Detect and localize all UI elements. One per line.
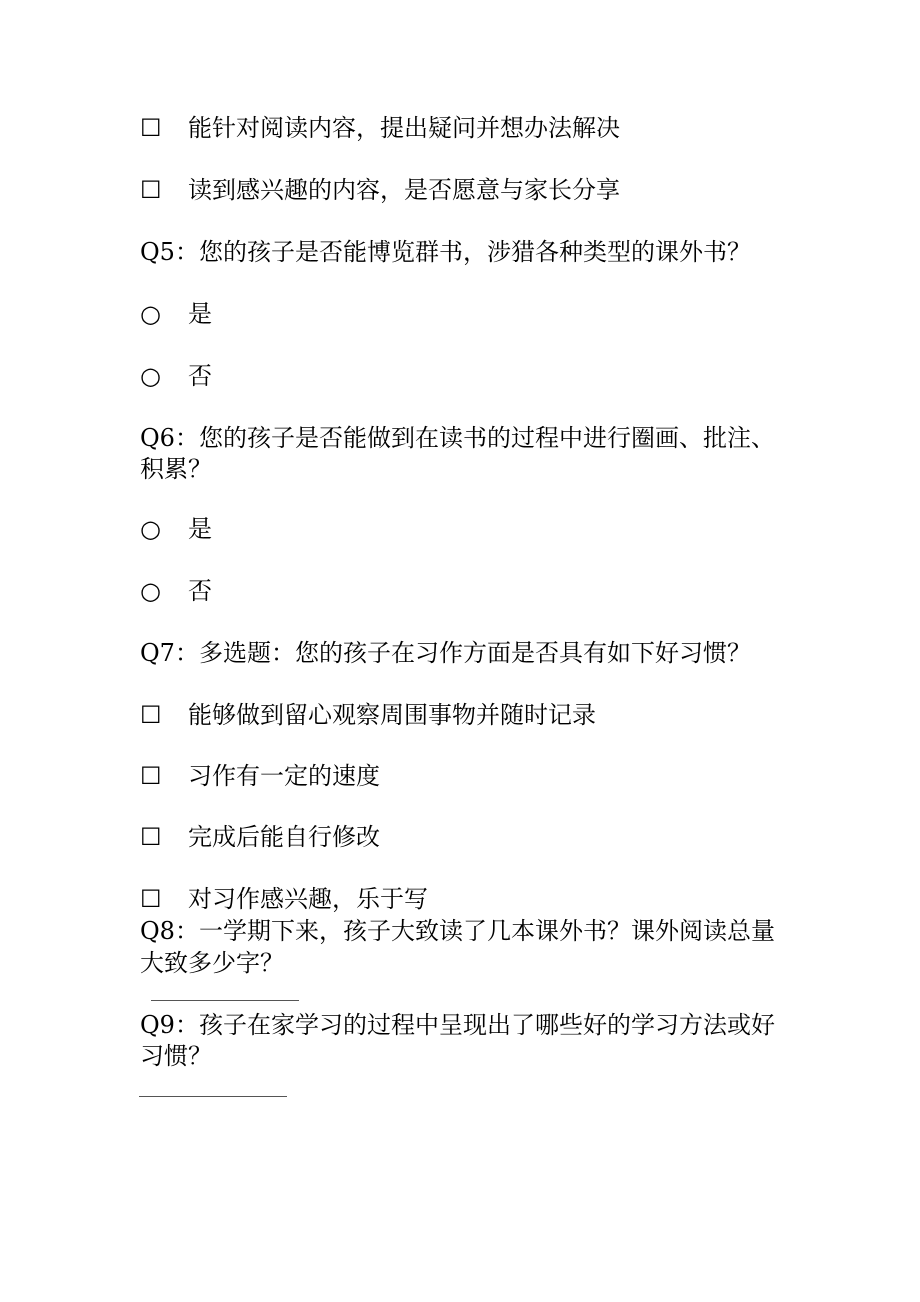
q6-option-no[interactable]: [140, 575, 212, 607]
option-label: 读到感兴趣的内容，是否愿意与家长分享: [188, 176, 620, 204]
q7-option-1[interactable]: [140, 760, 380, 792]
q5-option-no[interactable]: [140, 360, 212, 392]
option-label: 否: [188, 577, 212, 605]
radio-icon[interactable]: ○: [140, 300, 161, 328]
checkbox-icon[interactable]: ☐: [140, 885, 162, 913]
question-9-line-1: Q9：孩子在家学习的过程中呈现出了哪些好的学习方法或好: [140, 1011, 775, 1039]
question-5: Q5：您的孩子是否能博览群书，涉猎各种类型的课外书？: [140, 238, 751, 266]
option-label: 对习作感兴趣，乐于写: [188, 885, 428, 913]
q7-option-0[interactable]: [140, 699, 596, 731]
checkbox-icon[interactable]: ☐: [140, 823, 162, 851]
checkbox-icon[interactable]: ☐: [140, 176, 162, 204]
question-6-line-2: 积累？: [140, 455, 212, 483]
option-label: 否: [188, 362, 212, 390]
question-9-line-2: 习惯？: [140, 1042, 212, 1070]
checkbox-icon[interactable]: ☐: [140, 762, 162, 790]
q8-answer-blank[interactable]: [151, 1000, 299, 1001]
option-label: 能针对阅读内容，提出疑问并想办法解决: [188, 114, 620, 142]
radio-icon[interactable]: ○: [140, 577, 161, 605]
question-8-line-1: Q8：一学期下来，孩子大致读了几本课外书？课外阅读总量: [140, 917, 775, 945]
q4-option-1[interactable]: [140, 174, 620, 206]
question-7: Q7：多选题：您的孩子在习作方面是否具有如下好习惯？: [140, 639, 751, 667]
option-label: 能够做到留心观察周围事物并随时记录: [188, 701, 596, 729]
option-label: 习作有一定的速度: [188, 762, 380, 790]
q7-option-3[interactable]: [140, 883, 428, 915]
question-6-line-1: Q6：您的孩子是否能做到在读书的过程中进行圈画、批注、: [140, 424, 775, 452]
radio-icon[interactable]: ○: [140, 362, 161, 390]
q9-answer-blank[interactable]: [139, 1096, 287, 1097]
checkbox-icon[interactable]: ☐: [140, 701, 162, 729]
option-label: 是: [188, 515, 212, 543]
option-label: 是: [188, 300, 212, 328]
checkbox-icon[interactable]: ☐: [140, 114, 162, 142]
q5-option-yes[interactable]: [140, 298, 212, 330]
q4-option-0[interactable]: [140, 112, 620, 144]
question-8-line-2: 大致多少字？: [140, 949, 284, 977]
option-label: 完成后能自行修改: [188, 823, 380, 851]
q6-option-yes[interactable]: [140, 513, 212, 545]
q7-option-2[interactable]: [140, 821, 380, 853]
radio-icon[interactable]: ○: [140, 515, 161, 543]
